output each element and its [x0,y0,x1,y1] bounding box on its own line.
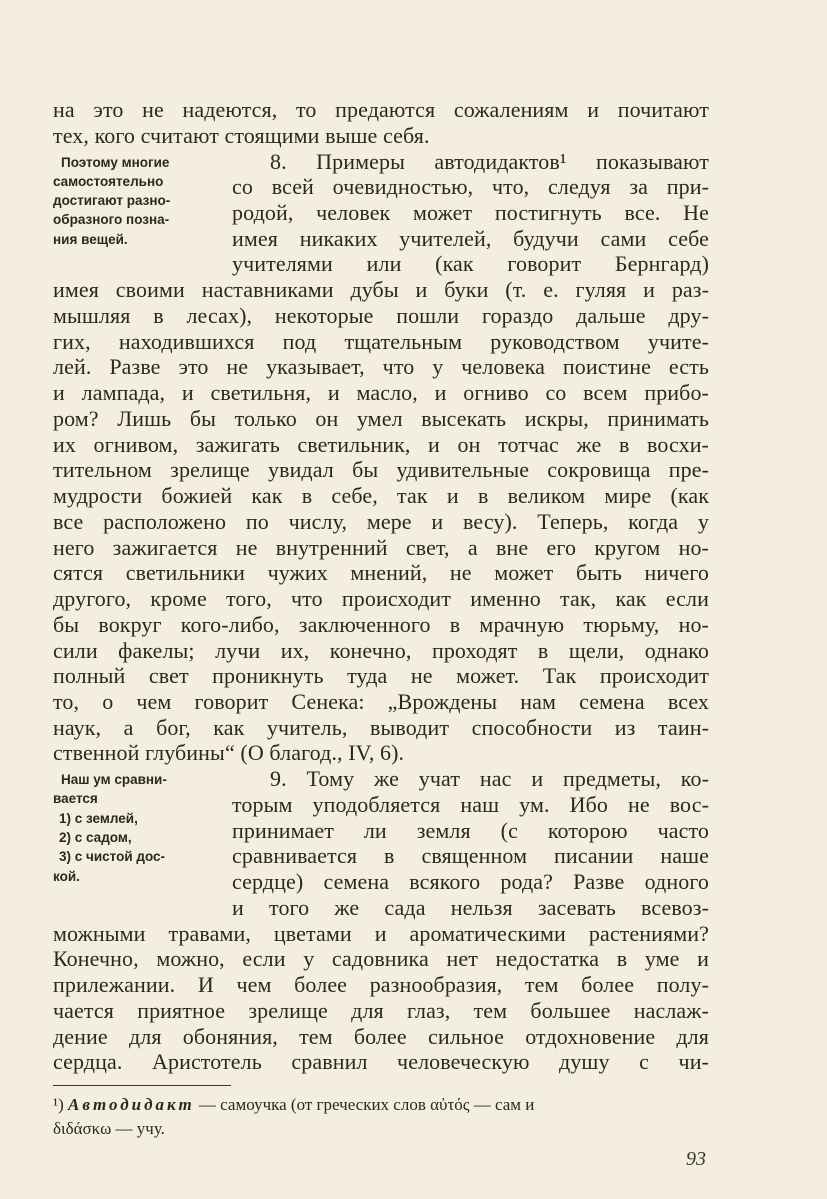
body-line: чается приятное зрелище для глаз, тем большее наслаж- [53,997,709,1023]
body-line: тительном зрелище увидал бы удивительные сокровища пре- [53,457,709,483]
footnote-marker: ¹) [53,1095,64,1114]
body-line: принимает ли земля (с которою часто [232,817,709,843]
body-line: него зажигается не внутренний свет, а вне его кругом но- [53,534,709,560]
body-line: торым уподобляется наш ум. Ибо не вос- [232,791,709,817]
margin-note-line: 3) с чистой дос- [59,849,166,865]
body-line: ром? Лишь бы только он умел высекать искры, принимать [53,405,709,431]
body-line: мудрости божией как в себе, так и в великом мире (как [53,483,709,509]
body-line: тех, кого считают стоящими выше себя. [53,122,430,148]
body-line: на это не надеются, то предаются сожалениям и почитают [53,97,709,122]
margin-note-line: ния вещей. [53,231,128,247]
body-line: учителями или (как говорит Бернгард) [232,251,709,277]
body-line: полный свет проникнуть туда не может. Так происходит [53,663,709,689]
margin-note-line: образного позна- [53,212,170,228]
body-line: можными травами, цветами и ароматическими растениями? [53,920,709,946]
body-line: наук, а бог, как учитель, выводит способности из таин- [53,714,709,740]
margin-note-line: Поэтому многие [61,154,170,170]
page-number: 93 [686,1148,706,1170]
footnote-text: — самоучка (от греческих слов αὐτός — сам и [198,1095,535,1114]
footnote-rule [53,1085,231,1086]
body-line: прилежании. И чем более разнообразия, тем более полу- [53,972,709,998]
body-line: имея никаких учителей, будучи сами себе [232,225,709,251]
body-line: сили факелы; лучи их, конечно, проходят в щели, однако [53,637,709,663]
body-line: имея своими наставниками дубы и буки (т. е. гуляя и раз- [53,277,709,303]
margin-note-line: достигают разно- [53,193,171,209]
body-line: со всей очевидностью, что, следуя за при- [232,174,709,200]
body-line: их огнивом, зажигать светильник, и он тотчас же в восхи- [53,431,709,457]
body-line: Конечно, можно, если у садовника нет недостатка в уме и [53,946,709,972]
body-line: и лампада, и светильня, и масло, и огниво со всем прибо- [53,380,709,406]
footnote-term: Автодидакт [68,1095,195,1114]
body-line: все расположено по числу, мере и весу). Теперь, когда у [53,508,709,534]
body-line: родой, человек может постигнуть все. Не [232,199,709,225]
margin-note-line: 1) с землей, [59,810,138,826]
footnote-line-2: διδάσκω — учу. [53,1119,165,1138]
margin-note-2 [53,770,243,886]
body-line: сердца. Аристотель сравнил человеческую душу с чи- [53,1049,709,1075]
body-line: 9. Тому же учат нас и предметы, ко- [270,766,709,792]
body-line: ственной глубины“ (О благод., IV, 6). [53,740,405,766]
margin-note-1 [53,153,243,249]
margin-note-line: 2) с садом, [59,830,132,846]
body-line: дение для обоняния, тем более сильное отдохновение для [53,1023,709,1049]
body-line: и того же сада нельзя засевать всевоз- [232,894,709,920]
body-line: сердце) семена всякого рода? Разве одного [232,869,709,895]
body-line: бы вокруг кого-либо, заключенного в мрачную тюрьму, но- [53,611,709,637]
margin-note-line: Наш ум сравни- [61,772,167,788]
body-line: то, о чем говорит Сенека: „Врождены нам семена всех [53,688,709,714]
body-line: другого, кроме того, что происходит именно так, как если [53,586,709,611]
footnote-line-1 [53,1093,709,1117]
body-line: 8. Примеры автодидактов¹ показывают [270,148,709,174]
margin-note-line: вается [53,791,98,807]
body-line: гих, находившихся под тщательным руководством учите- [53,328,709,354]
margin-note-line: кой. [53,868,80,884]
body-line: лей. Разве это не указывает, что у человека поистине есть [53,354,709,380]
margin-note-line: самостоятельно [53,173,164,189]
body-line: сравнивается в священном писании наше [232,843,709,869]
body-line: мышляя в лесах), некоторые пошли гораздо дальше дру- [53,302,709,328]
body-line: сятся светильники чужих мнений, не может быть ничего [53,560,709,586]
